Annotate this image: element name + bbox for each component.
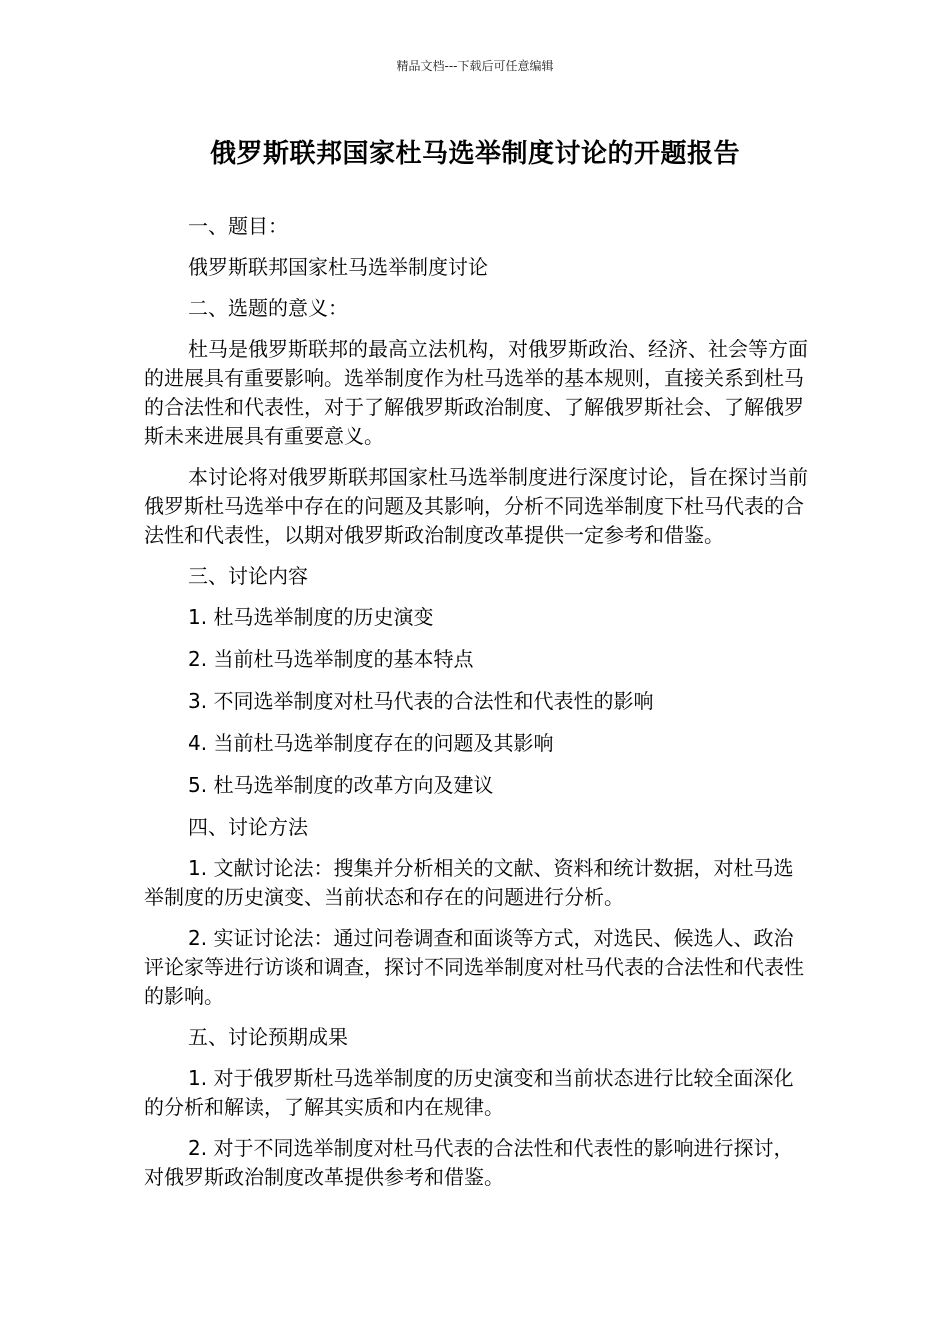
outcome-item: 1. 对于俄罗斯杜马选举制度的历史演变和当前状态进行比较全面深化的分析和解读，了解其实质和内在规律。 bbox=[144, 1066, 794, 1119]
content-item: 3. 不同选举制度对杜马代表的合法性和代表性的影响 bbox=[188, 689, 654, 713]
document-title: 俄罗斯联邦国家杜马选举制度讨论的开题报告 bbox=[209, 139, 740, 169]
significance-paragraph-2: 本讨论将对俄罗斯联邦国家杜马选举制度进行深度讨论，旨在探讨当前俄罗斯杜马选举中存在的问题及其影响，分析不同选举制度下杜马代表的合法性和代表性，以期对俄罗斯政治制度改革提供一定参考和借鉴。 bbox=[144, 465, 808, 547]
method-item: 2. 实证讨论法：通过问卷调查和面谈等方式，对选民、候选人、政治评论家等进行访谈和调查，探讨不同选举制度对杜马代表的合法性和代表性的影响。 bbox=[144, 926, 804, 1008]
outcome-item: 2. 对于不同选举制度对杜马代表的合法性和代表性的影响进行探讨，对俄罗斯政治制度改革提供参考和借鉴。 bbox=[144, 1136, 794, 1189]
content-item: 2. 当前杜马选举制度的基本特点 bbox=[188, 647, 474, 671]
page-header: 精品文档---下载后可任意编辑 bbox=[396, 59, 554, 73]
section-heading-methods: 四、讨论方法 bbox=[188, 815, 308, 839]
section-heading-significance: 二、选题的意义： bbox=[188, 296, 348, 320]
content-item: 5. 杜马选举制度的改革方向及建议 bbox=[188, 773, 494, 797]
method-item: 1. 文献讨论法：搜集并分析相关的文献、资料和统计数据，对杜马选举制度的历史演变、当前状态和存在的问题进行分析。 bbox=[144, 856, 794, 909]
section-heading-content: 三、讨论内容 bbox=[188, 564, 308, 588]
content-item: 4. 当前杜马选举制度存在的问题及其影响 bbox=[188, 731, 554, 755]
section-heading-topic: 一、题目： bbox=[188, 214, 288, 238]
content-item: 1. 杜马选举制度的历史演变 bbox=[188, 605, 434, 629]
document-body bbox=[144, 212, 808, 1204]
topic-text: 俄罗斯联邦国家杜马选举制度讨论 bbox=[188, 255, 488, 279]
section-heading-outcomes: 五、讨论预期成果 bbox=[188, 1025, 348, 1049]
significance-paragraph-1: 杜马是俄罗斯联邦的最高立法机构，对俄罗斯政治、经济、社会等方面的进展具有重要影响。选举制度作为杜马选举的基本规则，直接关系到杜马的合法性和代表性，对于了解俄罗斯政治制度、了解俄罗斯社会、了解俄罗斯未来进展具有重要意义。 bbox=[144, 337, 808, 448]
